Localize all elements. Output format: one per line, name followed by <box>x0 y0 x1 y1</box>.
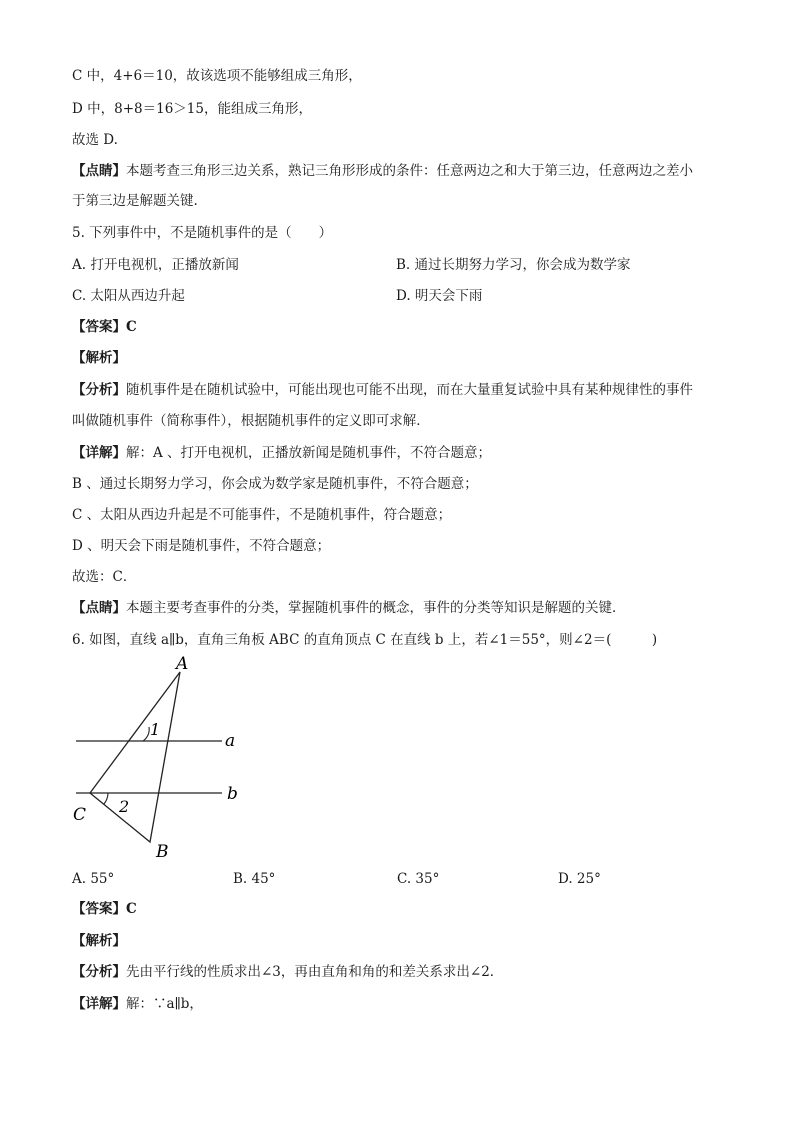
note-text: 本题考查三角形三边关系，熟记三角形形成的条件：任意两边之和大于第三边，任意两边之差小 <box>126 163 693 179</box>
section-tag: 【详解】 <box>72 996 126 1012</box>
note-text: 本题主要考查事件的分类，掌握随机事件的概念，事件的分类等知识是解题的关键． <box>126 600 626 616</box>
section-tag: 【点睛】 <box>72 600 126 616</box>
option-a: A. 55° <box>72 871 115 887</box>
label-vertex-b: B <box>156 842 169 862</box>
question-5-stem: 5. 下列事件中，不是随机事件的是（ ） <box>72 225 333 241</box>
option-c: C. 太阳从西边升起 <box>72 288 185 304</box>
text-line <box>72 994 203 1014</box>
label-vertex-a: A <box>176 654 189 674</box>
geometry-figure <box>70 652 250 862</box>
text-line <box>72 443 491 463</box>
answer-label: 【答案】C <box>72 319 137 335</box>
section-tag: 【分析】 <box>72 964 126 980</box>
angle-2-arc <box>104 793 108 804</box>
detail-text: 解：∵a∥b， <box>126 996 203 1012</box>
label-angle-2: 2 <box>119 797 130 816</box>
text-line <box>72 598 626 618</box>
question-6-stem: 6. 如图，直线 a∥b，直角三角板 ABC 的直角顶点 C 在直线 b 上，若∠1＝55°，则∠2＝( ) <box>72 632 658 648</box>
text-line: D 中，8+8＝16＞15，能组成三角形， <box>72 101 312 117</box>
label-line-a: a <box>225 731 236 751</box>
text-line: 于第三边是解题关键. <box>72 193 198 209</box>
analysis-text: 先由平行线的性质求出∠3，再由直角和角的和差关系求出∠2． <box>126 964 504 980</box>
analysis-label: 【解析】 <box>72 933 126 949</box>
text-line: C 中，4+6＝10，故该选项不能够组成三角形， <box>72 68 362 84</box>
answer-label: 【答案】C <box>72 901 137 917</box>
option-b: B. 45° <box>233 871 276 887</box>
text-line: 叫做随机事件（简称事件），根据随机事件的定义即可求解． <box>72 413 430 429</box>
section-tag: 【详解】 <box>72 445 126 461</box>
text-line: D 、明天会下雨是随机事件，不符合题意； <box>72 538 331 554</box>
section-tag: 【点睛】 <box>72 163 126 179</box>
text-line: 故选 D. <box>72 132 118 148</box>
text-line: B 、通过长期努力学习，你会成为数学家是随机事件，不符合题意； <box>72 476 478 492</box>
label-line-b: b <box>227 784 238 804</box>
text-line: 故选：C． <box>72 569 137 585</box>
triangle-abc <box>90 672 180 842</box>
analysis-text: 随机事件是在随机试验中，可能出现也可能不出现，而在大量重复试验中具有某种规律性的事件 <box>126 382 693 398</box>
option-d: D. 25° <box>558 871 601 887</box>
option-a: A. 打开电视机，正播放新闻 <box>72 257 239 273</box>
analysis-label: 【解析】 <box>72 350 126 366</box>
label-angle-1: 1 <box>150 720 161 739</box>
text-line <box>72 380 693 400</box>
label-vertex-c: C <box>73 805 87 825</box>
text-line: C 、太阳从西边升起是不可能事件，不是随机事件，符合题意； <box>72 507 452 523</box>
text-line <box>72 161 693 181</box>
option-b: B. 通过长期努力学习，你会成为数学家 <box>396 257 631 273</box>
option-d: D. 明天会下雨 <box>396 288 483 304</box>
angle-1-arc <box>143 727 149 741</box>
text-line <box>72 962 503 982</box>
section-tag: 【分析】 <box>72 382 126 398</box>
detail-text: 解：A 、打开电视机，正播放新闻是随机事件，不符合题意； <box>126 445 492 461</box>
option-c: C. 35° <box>397 871 440 887</box>
